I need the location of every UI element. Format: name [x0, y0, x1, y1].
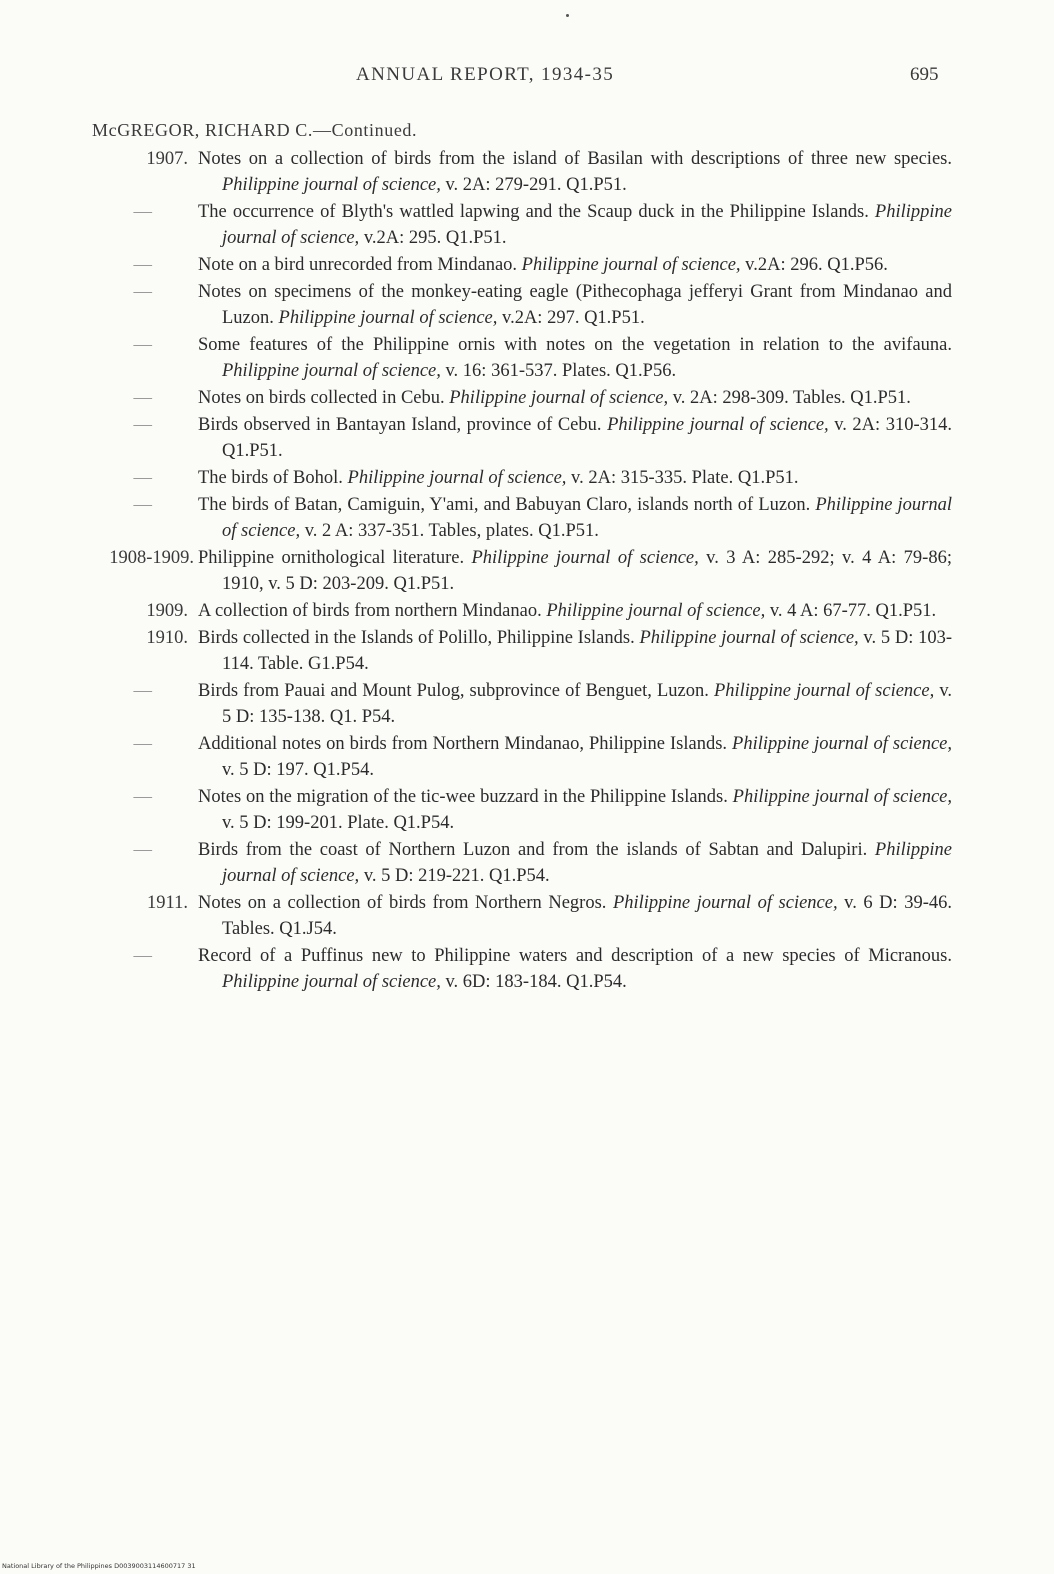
entry-citation: v. 5 D: 135-138. Q1. P54. [222, 681, 952, 727]
entry-title: Birds collected in the Islands of Polillo, Philippine Islands. [198, 628, 640, 648]
bibliography-entry [0, 279, 1054, 331]
entry-year: — [133, 335, 152, 355]
bibliography-entry [0, 598, 1054, 624]
entry-title: Philippine ornithological literature. [198, 548, 472, 568]
bibliography-entry [0, 252, 1054, 278]
entry-journal: Philippine journal of science, [278, 308, 503, 328]
entry-journal: Philippine journal of science, [521, 255, 746, 275]
entry-title: Additional notes on birds from Northern Mindanao, Philippine Islands. [198, 734, 733, 754]
entry-text [198, 545, 952, 597]
entry-citation: v. 4 A: 67-77. Q1.P51. [769, 601, 937, 621]
entry-text [198, 252, 952, 278]
entry-journal: Philippine journal of science, [612, 893, 845, 913]
bibliography-entry [0, 678, 1054, 730]
entry-year: 1907. [146, 149, 188, 169]
entry-year: 1908-1909. [109, 548, 194, 568]
entry-journal: Philippine journal of science, [449, 388, 673, 408]
entry-citation: v. 2A: 279-291. Q1.P51. [445, 175, 627, 195]
entry-year: — [133, 946, 152, 966]
entry-title: Birds from the coast of Northern Luzon and from the islands of Sabtan and Dalupiri. [198, 840, 875, 860]
bibliography-entry [0, 385, 1054, 411]
entry-text [198, 492, 952, 544]
entry-text [198, 279, 952, 331]
entry-title: Notes on a collection of birds from Northern Negros. [198, 893, 613, 913]
bibliography-entry [0, 784, 1054, 836]
entry-title: A collection of birds from northern Mindanao. [198, 601, 547, 621]
entry-year: — [133, 202, 152, 222]
entry-journal: Philippine journal of science, [732, 787, 952, 807]
bibliography-entry [0, 465, 1054, 491]
print-speck [566, 14, 569, 17]
entry-citation: v. 5 D: 219-221. Q1.P54. [363, 866, 550, 886]
entry-year: — [133, 468, 152, 488]
entry-text [198, 146, 952, 198]
entry-title: The occurrence of Blyth's wattled lapwing and the Scaup duck in the Philippine Islands. [198, 202, 875, 222]
entry-citation: v. 6 D: 39-46. Tables. Q1.J54. [222, 893, 952, 939]
scan-footer: National Library of the Philippines D0039003114600717 31 [2, 1562, 196, 1570]
bibliography-entry [0, 731, 1054, 783]
entry-text [198, 385, 952, 411]
bibliography-entry [0, 837, 1054, 889]
entry-journal: Philippine journal of science, [222, 361, 446, 381]
entry-year: — [133, 255, 152, 275]
bibliography-list [0, 146, 1054, 996]
running-title: ANNUAL REPORT, 1934-35 [356, 64, 615, 85]
bibliography-entry [0, 146, 1054, 198]
entry-citation: v. 16: 361-537. Plates. Q1.P56. [445, 361, 677, 381]
entry-journal: Philippine journal of science, [222, 840, 952, 886]
entry-text [198, 784, 952, 836]
entry-text [198, 731, 952, 783]
entry-text [198, 465, 952, 491]
entry-journal: Philippine journal of science, [347, 468, 572, 488]
bibliography-entry [0, 625, 1054, 677]
entry-text [198, 199, 952, 251]
entry-text [198, 890, 952, 942]
entry-citation: v. 2A: 310-314. Q1.P51. [222, 415, 952, 461]
entry-text [198, 678, 952, 730]
entry-journal: Philippine journal of science, [222, 202, 952, 248]
entry-year: — [133, 388, 152, 408]
entry-journal: Philippine journal of science, [222, 972, 446, 992]
entry-year: — [133, 681, 152, 701]
entry-year: — [133, 840, 152, 860]
entry-title: Birds observed in Bantayan Island, province of Cebu. [198, 415, 608, 435]
entry-journal: Philippine journal of science, [732, 734, 952, 754]
entry-citation: v. 2A: 315-335. Plate. Q1.P51. [571, 468, 799, 488]
bibliography-entry [0, 943, 1054, 995]
entry-year: 1911. [147, 893, 188, 913]
entry-title: The birds of Batan, Camiguin, Y'ami, and Babuyan Claro, islands north of Luzon. [198, 495, 816, 515]
entry-year: — [133, 734, 152, 754]
entry-citation: v.2A: 297. Q1.P51. [502, 308, 645, 328]
entry-year: 1910. [146, 628, 188, 648]
entry-citation: v. 5 D: 197. Q1.P54. [222, 760, 374, 780]
entry-citation: v. 5 D: 199-201. Plate. Q1.P54. [222, 813, 455, 833]
bibliography-entry [0, 199, 1054, 251]
bibliography-entry [0, 412, 1054, 464]
entry-citation: v. 5 D: 103-114. Table. G1.P54. [222, 628, 952, 674]
entry-year: — [133, 787, 152, 807]
entry-title: Birds from Pauai and Mount Pulog, subprovince of Benguet, Luzon. [198, 681, 714, 701]
entry-journal: Philippine journal of science, [222, 175, 446, 195]
entry-journal: Philippine journal of science, [639, 628, 864, 648]
entry-title: Notes on specimens of the monkey-eating eagle (Pithecophaga jefferyi Grant from Mindanao and Luzon. [198, 282, 952, 328]
entry-citation: v.2A: 295. Q1.P51. [363, 228, 507, 248]
entry-title: Notes on birds collected in Cebu. [198, 388, 450, 408]
page-number: 695 [910, 64, 939, 85]
author-heading: McGREGOR, RICHARD C.—Continued. [92, 120, 418, 140]
entry-citation: v. 6D: 183-184. Q1.P54. [445, 972, 627, 992]
entry-text [198, 837, 952, 889]
bibliography-entry [0, 545, 1054, 597]
entry-citation: v.2A: 296. Q1.P56. [745, 255, 888, 275]
entry-year: — [133, 495, 152, 515]
entry-journal: Philippine journal of science, [471, 548, 707, 568]
entry-title: Note on a bird unrecorded from Mindanao. [198, 255, 522, 275]
entry-text [198, 412, 952, 464]
entry-journal: Philippine journal of science, [546, 601, 770, 621]
entry-citation: v. 3 A: 285-292; v. 4 A: 79-86; 1910, v. 5 D: 203-209. Q1.P51. [222, 548, 952, 594]
entry-title: The birds of Bohol. [198, 468, 348, 488]
entry-text [198, 332, 952, 384]
entry-year: 1909. [146, 601, 188, 621]
entry-journal: Philippine journal of science, [222, 495, 952, 541]
entry-journal: Philippine journal of science, [713, 681, 940, 701]
running-head [0, 64, 1054, 94]
entry-title: Some features of the Philippine ornis with notes on the vegetation in relation to the avifauna. [198, 335, 952, 355]
bibliography-entry [0, 332, 1054, 384]
entry-text [198, 598, 952, 624]
entry-year: — [133, 282, 152, 302]
entry-text [198, 943, 952, 995]
entry-citation: v. 2 A: 337-351. Tables, plates. Q1.P51. [304, 521, 599, 541]
entry-title: Notes on a collection of birds from the island of Basilan with descriptions of three new species. [198, 149, 952, 169]
entry-citation: v. 2A: 298-309. Tables. Q1.P51. [672, 388, 911, 408]
bibliography-entry [0, 890, 1054, 942]
entry-year: — [133, 415, 152, 435]
entry-title: Record of a Puffinus new to Philippine waters and description of a new species of Micranous. [198, 946, 952, 966]
entry-title: Notes on the migration of the tic-wee buzzard in the Philippine Islands. [198, 787, 733, 807]
entry-text [198, 625, 952, 677]
bibliography-entry [0, 492, 1054, 544]
entry-journal: Philippine journal of science, [607, 415, 835, 435]
